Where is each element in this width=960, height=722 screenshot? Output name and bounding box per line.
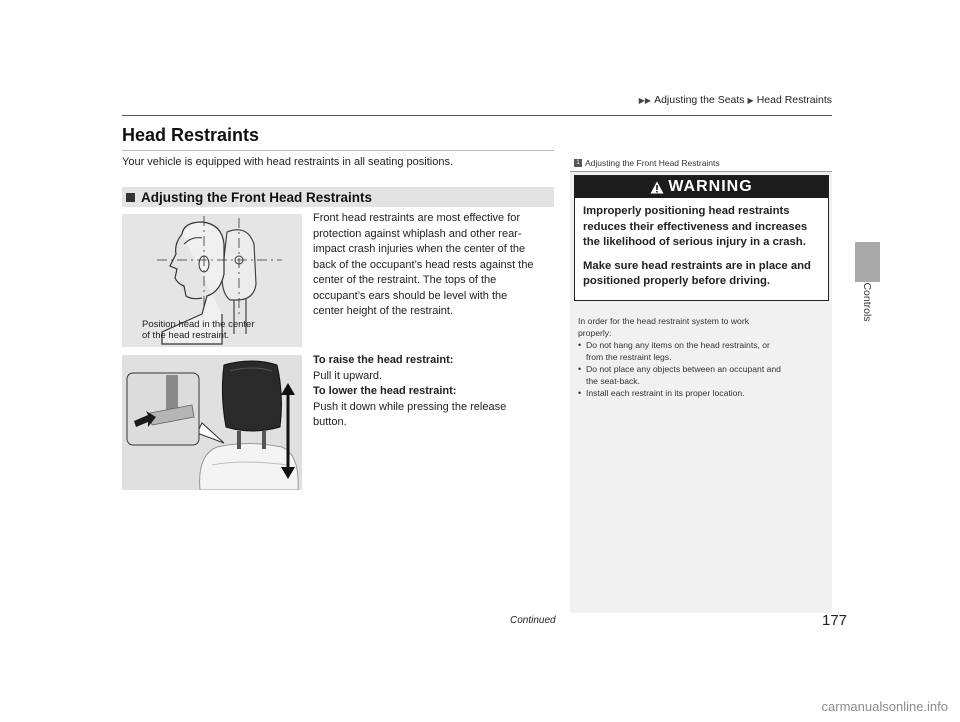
section-square-icon — [126, 193, 135, 202]
breadcrumb — [639, 94, 832, 106]
page-number: 177 — [822, 612, 848, 629]
head-restraint-adjust-illustration — [122, 355, 302, 490]
chapter-tab[interactable] — [855, 242, 880, 282]
section-title: Adjusting the Front Head Restraints — [141, 189, 373, 205]
effectiveness-paragraph: Front head restraints are most effective for protection against whiplash and other rear- impact crash injuries when the center of the back of the occupant’s head rests against the center of the restraint. The tops of the occupant’s ears should be level with the center height of the restraint. — [313, 212, 534, 317]
warning-box — [574, 175, 829, 301]
list-item: • Install each restraint in its proper location. — [578, 387, 826, 399]
sidebar-intro: In order for the head restraint system to work properly: — [578, 316, 749, 338]
header-rule — [122, 115, 832, 116]
warning-header: WARNING — [575, 176, 828, 198]
breadcrumb-parent[interactable]: Adjusting the Seats — [654, 94, 745, 106]
figure-caption: Position head in the center of the head restraint. — [142, 319, 255, 341]
page-title: Head Restraints — [122, 125, 260, 145]
sidebar-text — [578, 315, 826, 399]
title-rule — [122, 150, 554, 151]
intro-text: Your vehicle is equipped with head restraints in all seating positions. — [122, 156, 454, 168]
warning-text-2: Make sure head restraints are in place and positioned properly before driving. — [583, 259, 811, 287]
lower-heading: To lower the head restraint: — [313, 385, 457, 397]
note-icon: 1 — [574, 159, 582, 167]
warning-triangle-icon — [650, 181, 664, 194]
watermark: carmanualsonline.info — [821, 699, 948, 714]
adjust-instructions: To raise the head restraint: Pull it upward. To lower the head restraint: Push it down while pressing the release button. — [313, 353, 555, 431]
sidebar-bullet-list — [578, 339, 826, 399]
section-header — [122, 187, 554, 207]
breadcrumb-arrow-icon: ▶▶ — [638, 95, 652, 105]
breadcrumb-current: Head Restraints — [756, 94, 832, 106]
sidebar-notes — [570, 155, 832, 613]
warning-text-1: Improperly positioning head restraints reduces their effectiveness and increases the likelihood of serious injury in a crash. — [583, 205, 808, 248]
list-item: • Do not place any objects between an occupant and the seat-back. — [578, 363, 826, 387]
breadcrumb-arrow-icon: ▶ — [747, 95, 754, 105]
lower-text: Push it down while pressing the release — [313, 400, 507, 413]
chapter-tab-label: Controls — [861, 282, 873, 322]
sidebar-header: 1 Adjusting the Front Head Restraints — [570, 155, 832, 172]
continued-label: Continued — [510, 615, 556, 626]
head-position-figure — [122, 214, 302, 347]
raise-text: Pull it upward. — [313, 369, 383, 382]
head-restraint-adjust-figure — [122, 355, 302, 490]
raise-heading: To raise the head restraint: — [313, 354, 454, 366]
list-item: • Do not hang any items on the head restraints, or from the restraint legs. — [578, 339, 826, 363]
